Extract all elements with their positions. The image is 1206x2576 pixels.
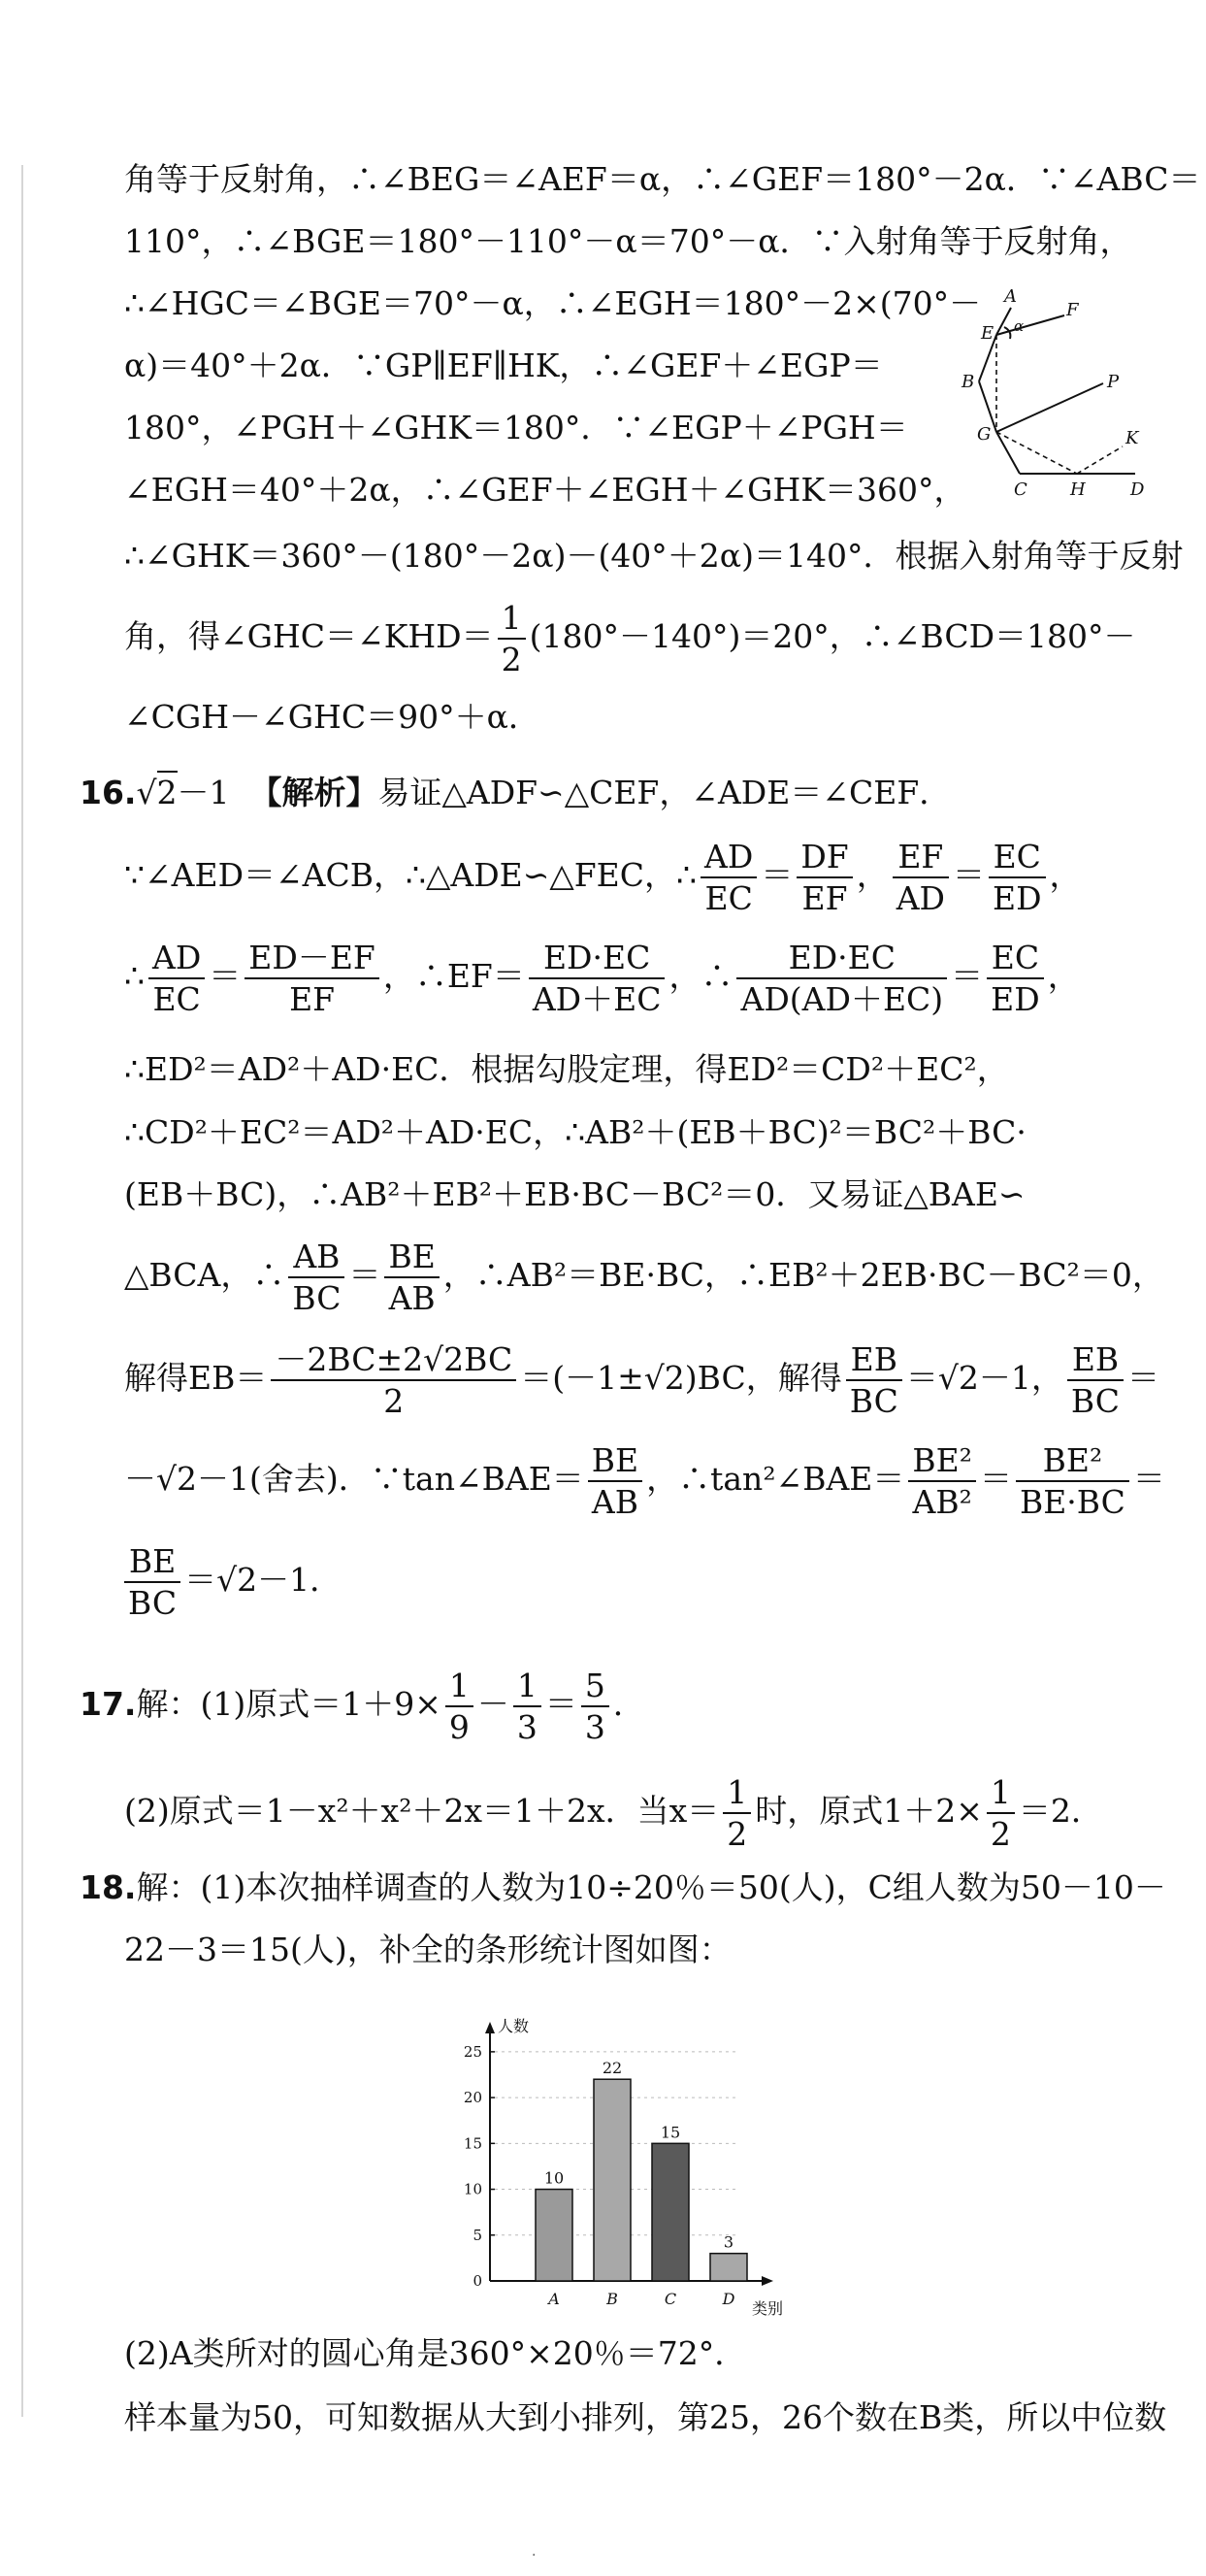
solution16-line1 — [80, 776, 951, 809]
text: －√2－1(舍去)．∵tan∠BAE＝ — [124, 1460, 584, 1498]
denominator: 2 — [990, 1815, 1011, 1853]
solution15-line6: ∠EGH＝40°＋2α，∴∠GEF＋∠EGH＋∠GHK＝360°， — [124, 471, 966, 509]
y-tick-label: 0 — [473, 2272, 482, 2290]
solution16-line8 — [124, 1340, 1160, 1420]
fraction — [736, 939, 947, 1018]
x-category-label: C — [664, 2290, 677, 2308]
bar-value-label: 22 — [602, 2059, 623, 2078]
denominator: AD — [896, 879, 945, 917]
eq: ＝ — [952, 856, 985, 894]
y-axis-arrow — [485, 2022, 495, 2033]
text: ＝√2－1， — [905, 1359, 1063, 1397]
denominator: EF — [289, 980, 336, 1018]
solution16-line9 — [124, 1441, 1165, 1521]
text: ＝√2－1． — [184, 1561, 342, 1599]
bar-a — [536, 2190, 572, 2281]
label-e: E — [981, 323, 994, 344]
bar-chart — [446, 1985, 805, 2325]
eq: ＝ — [1132, 1460, 1165, 1498]
denominator: BC — [1070, 1382, 1121, 1420]
ray-gp — [996, 383, 1103, 432]
fraction — [384, 1238, 439, 1317]
page-margin-line — [21, 165, 23, 2417]
x-axis-title: 类别 — [752, 2299, 784, 2318]
bar-value-label: 10 — [543, 2168, 565, 2188]
label-d: D — [1130, 479, 1145, 500]
text: 角，得∠GHC＝∠KHD＝ — [124, 617, 494, 655]
x-category-label: A — [548, 2290, 560, 2308]
label-p: P — [1107, 372, 1120, 392]
denominator: BC — [849, 1382, 898, 1420]
numerator: 1 — [723, 1776, 751, 1814]
numerator: BE — [588, 1444, 642, 1482]
denominator: EC — [152, 980, 201, 1018]
analysis-tag: 【解析】 — [249, 774, 378, 811]
period: ． — [612, 1685, 645, 1723]
solution15-line8 — [124, 599, 1136, 678]
solution15-line2: 110°，∴∠BGE＝180°－110°－α＝70°－α．∵入射角等于反射角， — [124, 222, 1132, 260]
fraction — [846, 1340, 902, 1420]
eq: ＝ — [209, 957, 242, 995]
denominator: 3 — [584, 1708, 605, 1746]
text: 时，原式1＋2× — [755, 1792, 983, 1830]
solution18-line2: 22－3＝15(人)，补全的条形统计图如图： — [124, 1931, 732, 1968]
denominator: BC — [292, 1279, 342, 1317]
label-f: F — [1066, 300, 1079, 320]
numerator: BE — [124, 1545, 180, 1583]
eq: ＝ — [761, 856, 794, 894]
numerator: ED－EF — [244, 941, 379, 979]
solution15-line5: 180°，∠PGH＋∠GHK＝180°．∵∠EGP＋∠PGH＝ — [124, 409, 908, 446]
solution17-line1 — [80, 1667, 645, 1746]
fraction — [244, 939, 379, 1018]
label-b: B — [962, 372, 975, 392]
numerator: BE² — [1016, 1444, 1129, 1482]
text: 解：(1)本次抽样调查的人数为10÷20％＝50(人)，C组人数为50－10－ — [136, 1868, 1166, 1906]
fraction — [1016, 1441, 1129, 1521]
fraction — [723, 1773, 751, 1853]
denominator: EF — [801, 879, 848, 917]
y-axis-title: 人数 — [498, 2017, 530, 2035]
label-alpha: α — [1014, 317, 1025, 335]
denominator: EC — [704, 879, 753, 917]
x-category-label: B — [606, 2290, 618, 2308]
denominator: 2 — [501, 641, 522, 678]
label-h: H — [1070, 479, 1086, 500]
fraction — [987, 1773, 1015, 1853]
y-tick-label: 10 — [463, 2180, 482, 2198]
bar-c — [652, 2143, 689, 2281]
y-tick-label: 5 — [473, 2226, 482, 2244]
text: ∵∠AED＝∠ACB，∴△ADE∽△FEC，∴ — [124, 856, 698, 894]
comma: ， — [1049, 856, 1082, 894]
y-tick-label: 15 — [463, 2134, 482, 2153]
numerator: 1 — [498, 602, 526, 640]
denominator: AD(AD＋EC) — [740, 980, 944, 1018]
text: ，∴AB²＝BE·BC，∴EB²＋2EB·BC－BC²＝0， — [442, 1256, 1164, 1294]
fraction-half — [498, 599, 526, 678]
denominator: ED — [991, 980, 1040, 1018]
fraction — [908, 1441, 976, 1521]
eq: ＝ — [979, 1460, 1012, 1498]
denominator: 9 — [448, 1708, 470, 1746]
fraction — [797, 838, 852, 917]
fraction — [581, 1667, 609, 1746]
numerator: DF — [797, 841, 852, 878]
eq: ＝ — [1127, 1359, 1160, 1397]
numerator: AD — [148, 941, 205, 979]
denominator: AB² — [912, 1483, 972, 1521]
solution16-line10 — [124, 1542, 342, 1622]
numerator: EC — [989, 841, 1046, 878]
dashed-hk — [1077, 446, 1123, 474]
text: ＝2． — [1018, 1792, 1103, 1830]
denominator: BC — [128, 1584, 178, 1622]
numerator: －2BC±2√2BC — [271, 1343, 516, 1381]
denominator: 2 — [383, 1382, 405, 1420]
answer-radicand: 2 — [157, 771, 178, 811]
fraction — [987, 939, 1044, 1018]
label-g: G — [977, 424, 992, 445]
denominator: ED — [992, 879, 1042, 917]
comma: ， — [856, 856, 889, 894]
numerator: 1 — [445, 1669, 473, 1707]
solution16-line6: (EB＋BC)，∴AB²＋EB²＋EB·BC－BC²＝0．又易证△BAE∽ — [124, 1175, 1026, 1213]
x-axis-arrow — [762, 2276, 773, 2286]
text: 解：(1)原式＝1＋9× — [136, 1685, 441, 1723]
bar-d — [710, 2254, 747, 2281]
numerator: AD — [701, 841, 757, 878]
solution16-line3 — [124, 939, 1080, 1018]
numerator: EB — [846, 1343, 902, 1381]
fraction — [529, 939, 666, 1018]
numerator: BE — [384, 1240, 439, 1278]
denominator: AB — [388, 1279, 436, 1317]
solution16-line2 — [124, 838, 1082, 917]
text: (2)原式＝1－x²＋x²＋2x＝1＋2x．当x＝ — [124, 1792, 720, 1830]
question-number-17: 17. — [80, 1685, 137, 1723]
numerator: EC — [987, 941, 1044, 979]
numerator: ED·EC — [529, 941, 666, 979]
numerator: 5 — [581, 1669, 609, 1707]
numerator: AB — [288, 1240, 344, 1278]
y-tick-label: 25 — [463, 2042, 482, 2061]
y-tick-label: 20 — [463, 2089, 482, 2107]
text: ，∴EF＝ — [382, 957, 525, 995]
denominator: BE·BC — [1019, 1483, 1125, 1521]
x-category-label: D — [722, 2290, 735, 2308]
solution15-line1: 角等于反射角，∴∠BEG＝∠AEF＝α，∴∠GEF＝180°－2α．∵∠ABC＝ — [124, 160, 1201, 198]
fraction — [445, 1667, 473, 1746]
solution15-line9: ∠CGH－∠GHC＝90°＋α． — [124, 698, 540, 736]
footer-dot: · — [532, 2548, 537, 2563]
text: ，∴tan²∠BAE＝ — [646, 1460, 905, 1498]
solution15-line3: ∴∠HGC＝∠BGE＝70°－α，∴∠EGH＝180°－2×(70°－ — [124, 284, 982, 322]
denominator: 2 — [727, 1815, 748, 1853]
reflection-diagram — [956, 277, 1150, 500]
solution15-line7: ∴∠GHK＝360°－(180°－2α)－(40°＋2α)＝140°．根据入射角等于反射 — [124, 537, 1184, 575]
text: ∴ — [124, 957, 145, 995]
comma: ， — [1047, 957, 1080, 995]
denominator: AD＋EC — [532, 980, 662, 1018]
label-k: K — [1125, 428, 1139, 448]
question-number-16: 16. — [80, 774, 137, 811]
fraction — [701, 838, 757, 917]
fraction — [588, 1441, 642, 1521]
bar-value-label: 15 — [660, 2123, 681, 2142]
text: 易证△ADF∽△CEF，∠ADE＝∠CEF． — [377, 774, 952, 811]
solution16-line7 — [124, 1238, 1164, 1317]
bar-b — [594, 2079, 631, 2281]
fraction — [513, 1667, 541, 1746]
text: ＝(－1±√2)BC，解得 — [520, 1359, 842, 1397]
text: 解得EB＝ — [124, 1359, 268, 1397]
fraction — [288, 1238, 344, 1317]
label-c: C — [1014, 479, 1027, 500]
solution18-line4: 样本量为50，可知数据从大到小排列，第25，26个数在B类，所以中位数 — [124, 2398, 1167, 2436]
eq: ＝ — [348, 1256, 381, 1294]
numerator: BE² — [908, 1444, 976, 1482]
numerator: 1 — [987, 1776, 1015, 1814]
fraction — [893, 838, 949, 917]
answer-minus-one: －1 — [177, 774, 230, 811]
solution16-line4: ∴ED²＝AD²＋AD·EC．根据勾股定理，得ED²＝CD²＋EC²， — [124, 1050, 1009, 1088]
text: ，∴ — [668, 957, 733, 995]
numerator: EB — [1067, 1343, 1124, 1381]
solution18-line3: (2)A类所对的圆心角是360°×20％＝72°． — [124, 2334, 747, 2372]
fraction — [989, 838, 1046, 917]
bar-value-label: 3 — [723, 2232, 734, 2252]
numerator: EF — [893, 841, 949, 878]
text: (180°－140°)＝20°，∴∠BCD＝180°－ — [529, 617, 1136, 655]
eq: ＝ — [544, 1685, 577, 1723]
fraction — [1067, 1340, 1124, 1420]
question-number-18: 18. — [80, 1868, 137, 1906]
minus: － — [476, 1685, 509, 1723]
fraction — [148, 939, 205, 1018]
segment-ef — [996, 315, 1064, 335]
fraction — [271, 1340, 516, 1420]
answer-root: √ — [136, 774, 157, 811]
eq: ＝ — [951, 957, 984, 995]
numerator: ED·EC — [736, 941, 947, 979]
solution18-line1 — [80, 1868, 1166, 1906]
solution16-line5: ∴CD²＋EC²＝AD²＋AD·EC，∴AB²＋(EB＋BC)²＝BC²＋BC· — [124, 1113, 1027, 1151]
solution17-line2 — [124, 1773, 1103, 1853]
denominator: 3 — [516, 1708, 538, 1746]
fraction — [124, 1542, 180, 1622]
text: △BCA，∴ — [124, 1256, 285, 1294]
numerator: 1 — [513, 1669, 541, 1707]
denominator: AB — [591, 1483, 638, 1521]
solution15-line4: α)＝40°＋2α．∵GP∥EF∥HK，∴∠GEF＋∠EGP＝ — [124, 347, 883, 384]
label-a: A — [1004, 286, 1017, 307]
